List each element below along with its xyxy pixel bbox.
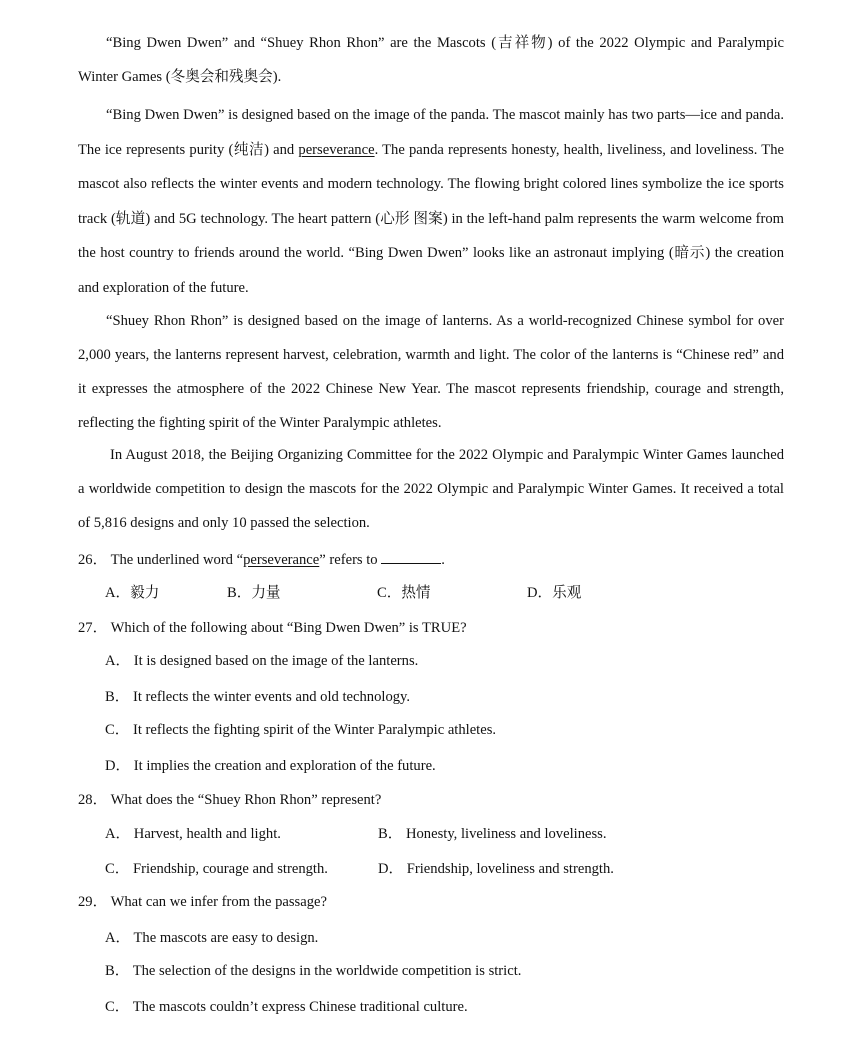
- passage-paragraph-2-text-after: . The panda represents honesty, health, liveliness, and loveliness. The mascot also reflects the winter events and modern technology. The flowing bright colored lines symbolize the ice sports track (轨道) and 5G technology. The heart pattern (心形 图案) in the left-hand palm represents the warm welcome from the host country to friends around the world. “Bing Dwen Dwen” looks like an astronaut implying (暗示) the creation and exploration of the future.: [78, 141, 784, 296]
- question-28-option-a: A． Harvest, health and light.: [105, 826, 281, 842]
- question-26-stem-before: The underlined word “: [110, 552, 244, 568]
- question-29: [78, 892, 327, 912]
- question-26-underlined-word: perseverance: [243, 552, 320, 568]
- question-26-option-c: C．热情: [377, 585, 431, 601]
- question-27: [78, 618, 467, 638]
- question-26-option-d: D．乐观: [527, 585, 582, 601]
- question-28-option-c: C． Friendship, courage and strength.: [105, 861, 328, 877]
- question-27-option-d: D． It implies the creation and exploration of the future.: [105, 758, 436, 774]
- question-28-option-b: B． Honesty, liveliness and loveliness.: [378, 826, 607, 842]
- question-28: [78, 790, 381, 810]
- question-28-number: 28．: [78, 792, 108, 808]
- question-26-number: 26．: [78, 552, 108, 568]
- question-28-stem: What does the “Shuey Rhon Rhon” represent?: [110, 792, 382, 808]
- question-26-stem-after: ” refers to: [319, 552, 382, 568]
- underlined-word: perseverance: [298, 141, 375, 158]
- passage-paragraph-2: [78, 98, 784, 305]
- question-29-option-a: A． The mascots are easy to design.: [105, 930, 319, 946]
- question-29-option-c: C． The mascots couldn’t express Chinese traditional culture.: [105, 999, 468, 1015]
- passage-paragraph-4: In August 2018, the Beijing Organizing Committee for the 2022 Olympic and Paralympic Winter Games launched a worldwide competition to design the mascots for the 2022 Olympic and Paralympic Winter Games. It received a total of 5,816 designs and only 10 passed the selection.: [78, 447, 784, 531]
- passage-paragraph-1: “Bing Dwen Dwen” and “Shuey Rhon Rhon” are the Mascots (吉祥物) of the 2022 Olympic and Paralympic Winter Games (冬奥会和残奥会).: [78, 35, 784, 85]
- question-27-stem: Which of the following about “Bing Dwen Dwen” is TRUE?: [110, 620, 467, 636]
- answer-blank: [381, 549, 441, 564]
- question-29-option-b: B． The selection of the designs in the worldwide competition is strict.: [105, 963, 522, 979]
- question-26-stem-end: .: [441, 552, 445, 568]
- question-27-option-a: A． It is designed based on the image of the lanterns.: [105, 653, 419, 669]
- passage-paragraph-2-text-before: “Bing Dwen Dwen” is designed based on the image of the panda. The mascot mainly has two parts—ice and panda. The ice represents purity (纯洁) and: [78, 107, 784, 158]
- question-26-stem: [111, 552, 445, 568]
- question-27-number: 27．: [78, 620, 108, 636]
- question-29-stem: What can we infer from the passage?: [110, 894, 327, 910]
- question-28-option-d: D． Friendship, loveliness and strength.: [378, 861, 614, 877]
- question-29-number: 29．: [78, 894, 108, 910]
- question-26: [78, 549, 445, 570]
- question-27-option-b: B． It reflects the winter events and old technology.: [105, 689, 411, 705]
- question-26-option-a: A．毅力: [105, 585, 160, 601]
- passage-paragraph-3: “Shuey Rhon Rhon” is designed based on the image of lanterns. As a world-recognized Chinese symbol for over 2,000 years, the lanterns represent harvest, celebration, warmth and light. The color of the lanterns is “Chinese red” and it expresses the atmosphere of the 2022 Chinese New Year. The mascot represents friendship, courage and strength, reflecting the fighting spirit of the Winter Paralympic athletes.: [78, 313, 784, 431]
- question-26-option-b: B．力量: [227, 585, 281, 601]
- question-27-option-c: C． It reflects the fighting spirit of the Winter Paralympic athletes.: [105, 722, 497, 738]
